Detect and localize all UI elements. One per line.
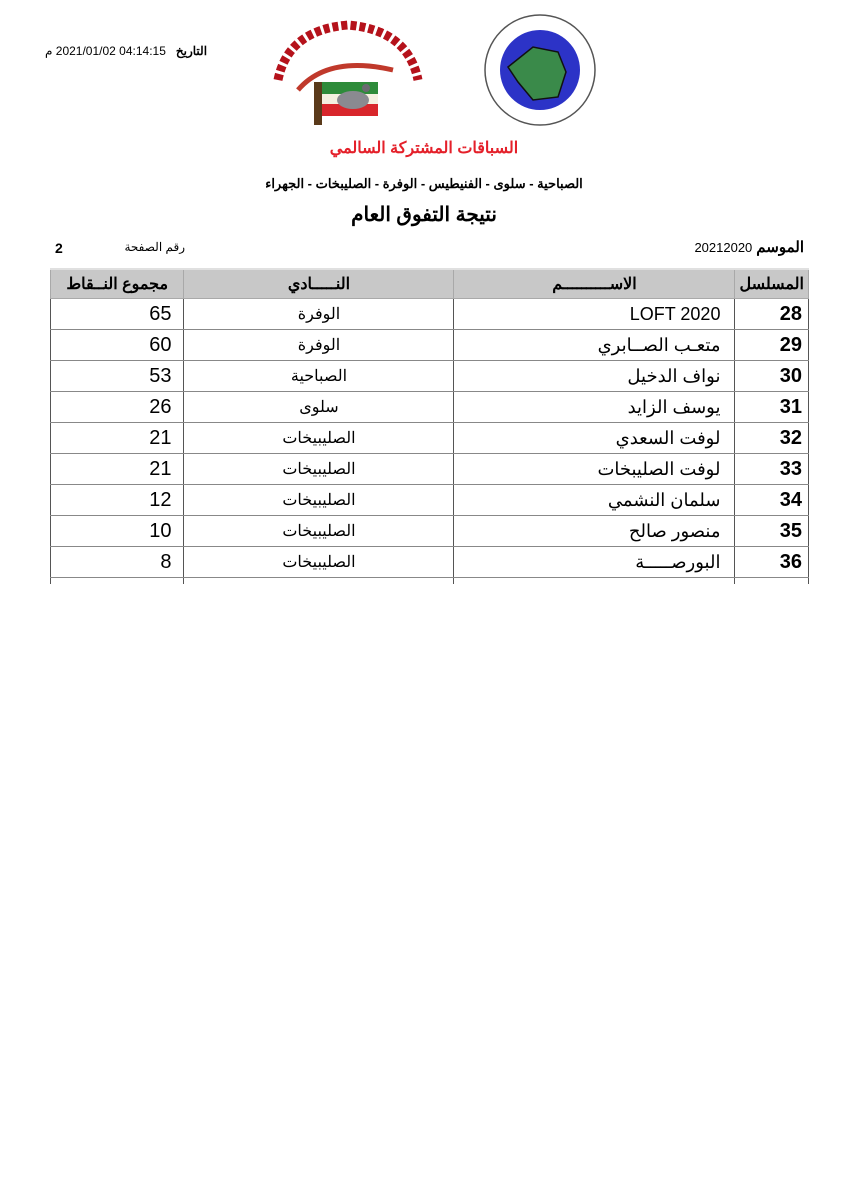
cell-serial: 33 [735, 454, 809, 485]
print-date [45, 44, 207, 58]
cell-name: LOFT 2020 [454, 299, 735, 330]
cell-points: 8 [51, 547, 184, 578]
cell-serial: 32 [735, 423, 809, 454]
empty-cell [735, 578, 809, 585]
cell-points: 10 [51, 516, 184, 547]
season-label: الموسم [756, 239, 804, 256]
cell-serial: 31 [735, 392, 809, 423]
table-row [51, 485, 809, 516]
cell-club: الوفرة [184, 299, 454, 330]
cell-points: 26 [51, 392, 184, 423]
cell-name: نواف الدخيل [454, 361, 735, 392]
page-number-value: 2 [55, 240, 63, 256]
cell-name: سلمان النشمي [454, 485, 735, 516]
cell-points: 21 [51, 454, 184, 485]
cell-serial: 34 [735, 485, 809, 516]
cell-name: لوفت الصليبخات [454, 454, 735, 485]
cell-club: الصباحية [184, 361, 454, 392]
race-title: السباقات المشتركة السالمي [329, 140, 519, 157]
cell-club: الصليبيخات [184, 485, 454, 516]
cell-name: البورصـــــة [454, 547, 735, 578]
date-value: 04:14:15 2021/01/02 م [45, 44, 166, 58]
table-row [51, 299, 809, 330]
season [694, 238, 804, 256]
col-serial: المسلسل [735, 269, 809, 299]
col-club: النـــــادي [184, 269, 454, 299]
cell-club: سلوى [184, 392, 454, 423]
cell-points: 65 [51, 299, 184, 330]
table-row [51, 361, 809, 392]
season-value: 20212020 [694, 240, 753, 255]
cell-points: 12 [51, 485, 184, 516]
table-row [51, 330, 809, 361]
table-header [51, 269, 809, 299]
empty-cell [184, 578, 454, 585]
table-row [51, 454, 809, 485]
cell-club: الصليبيخات [184, 547, 454, 578]
date-label: التاريخ [175, 44, 208, 58]
table-row [51, 392, 809, 423]
col-name: الاســــــــــم [454, 269, 735, 299]
cell-serial: 36 [735, 547, 809, 578]
cell-serial: 28 [735, 299, 809, 330]
table-tail [51, 578, 809, 585]
cell-club: الصليبيخات [184, 454, 454, 485]
page-label: رقم الصفحة [124, 240, 185, 254]
kuwait-federation-logo [478, 12, 602, 127]
cell-serial: 30 [735, 361, 809, 392]
empty-cell [454, 578, 735, 585]
table-row [51, 516, 809, 547]
cell-club: الصليبيخات [184, 516, 454, 547]
col-points: مجموع النــقاط [51, 269, 184, 299]
cell-points: 60 [51, 330, 184, 361]
table-row [51, 547, 809, 578]
cell-name: منصور صالح [454, 516, 735, 547]
cell-name: لوفت السعدي [454, 423, 735, 454]
cell-serial: 29 [735, 330, 809, 361]
cell-name: متعـب الصــابري [454, 330, 735, 361]
cell-serial: 35 [735, 516, 809, 547]
kuwait-racing-pigeon-club-logo [258, 10, 430, 125]
empty-cell [51, 578, 184, 585]
table-row [51, 423, 809, 454]
cell-points: 21 [51, 423, 184, 454]
cell-club: الوفرة [184, 330, 454, 361]
cell-points: 53 [51, 361, 184, 392]
cell-club: الصليبيخات [184, 423, 454, 454]
report-title: نتيجة التفوق العام [351, 204, 497, 226]
cell-name: يوسف الزايد [454, 392, 735, 423]
results-table [50, 268, 809, 584]
clubs-line: الصباحية - سلوى - الفنيطيس - الوفرة - الصليبخات - الجهراء [265, 176, 583, 191]
